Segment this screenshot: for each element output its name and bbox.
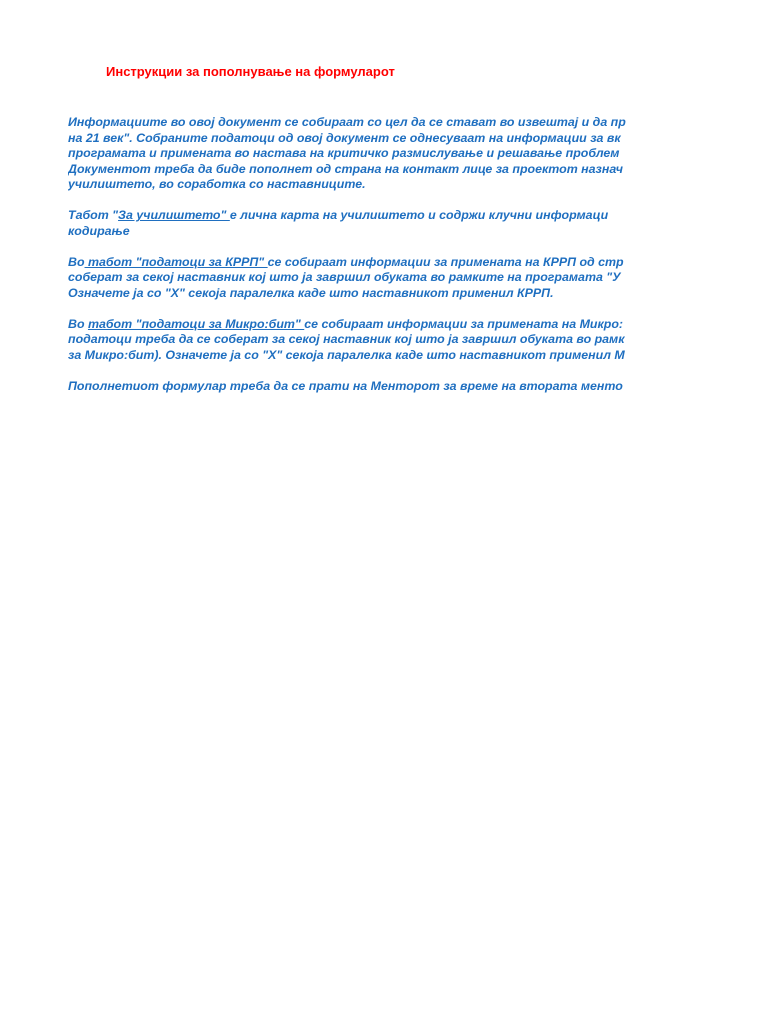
text-line: програмата и примената во настава на критичко размислување и решавање проблем bbox=[68, 146, 620, 160]
text-line bbox=[68, 208, 700, 224]
text-segment: се собираат информации за примената на КРРП од стр bbox=[267, 254, 624, 269]
paragraph-krrp-tab bbox=[68, 255, 700, 302]
text-line bbox=[68, 255, 700, 271]
text-segment: Во bbox=[68, 254, 85, 269]
text-line: Документот треба да биде пополнет од страна на контакт лице за проектот назнач bbox=[68, 161, 623, 176]
text-line: соберат за секој наставник кој што ја завршил обуката во рамките на програмата "У bbox=[68, 270, 621, 284]
document-title: Инструкции за пополнување на формуларот bbox=[106, 64, 395, 79]
microbit-tab-link[interactable]: табот "податоци за Микро:бит" bbox=[87, 316, 305, 331]
text-line: училиштето, во соработка со наставниците. bbox=[68, 177, 366, 191]
text-segment: е лична карта на училиштето и содржи клучни информаци bbox=[229, 208, 609, 222]
text-line bbox=[68, 317, 700, 333]
text-segment: се собираат информации за примената на Микро: bbox=[304, 316, 624, 331]
paragraph-submission bbox=[68, 379, 700, 395]
instructions-body bbox=[68, 115, 700, 410]
paragraph-school-tab bbox=[68, 208, 700, 239]
text-line: кодирање bbox=[68, 223, 130, 238]
paragraph-purpose bbox=[68, 115, 700, 193]
text-line: на 21 век". Собраните податоци од овој документ се однесуваат на информации за вк bbox=[68, 130, 621, 145]
text-line: Пополнетиот формулар треба да се прати на Менторот за време на втората менто bbox=[68, 378, 623, 393]
krrp-tab-link[interactable]: табот "податоци за КРРП" bbox=[84, 254, 268, 269]
text-line: Информациите во овој документ се собираат со цел да се стават во извештај и да пр bbox=[68, 115, 626, 129]
text-line: за Микро:бит). Означете ја со "X" секоја паралелка каде што наставникот применил М bbox=[68, 347, 625, 362]
text-segment: Во bbox=[68, 316, 88, 331]
text-line: Означете ја со "X" секоја паралелка каде што наставникот применил КРРП. bbox=[68, 285, 554, 300]
paragraph-microbit-tab bbox=[68, 317, 700, 364]
text-segment: Табот " bbox=[68, 208, 119, 222]
school-tab-link[interactable]: За училиштето" bbox=[118, 208, 230, 222]
text-line: податоци треба да се соберат за секој наставник кој што ја завршил обуката во рамк bbox=[68, 332, 625, 346]
